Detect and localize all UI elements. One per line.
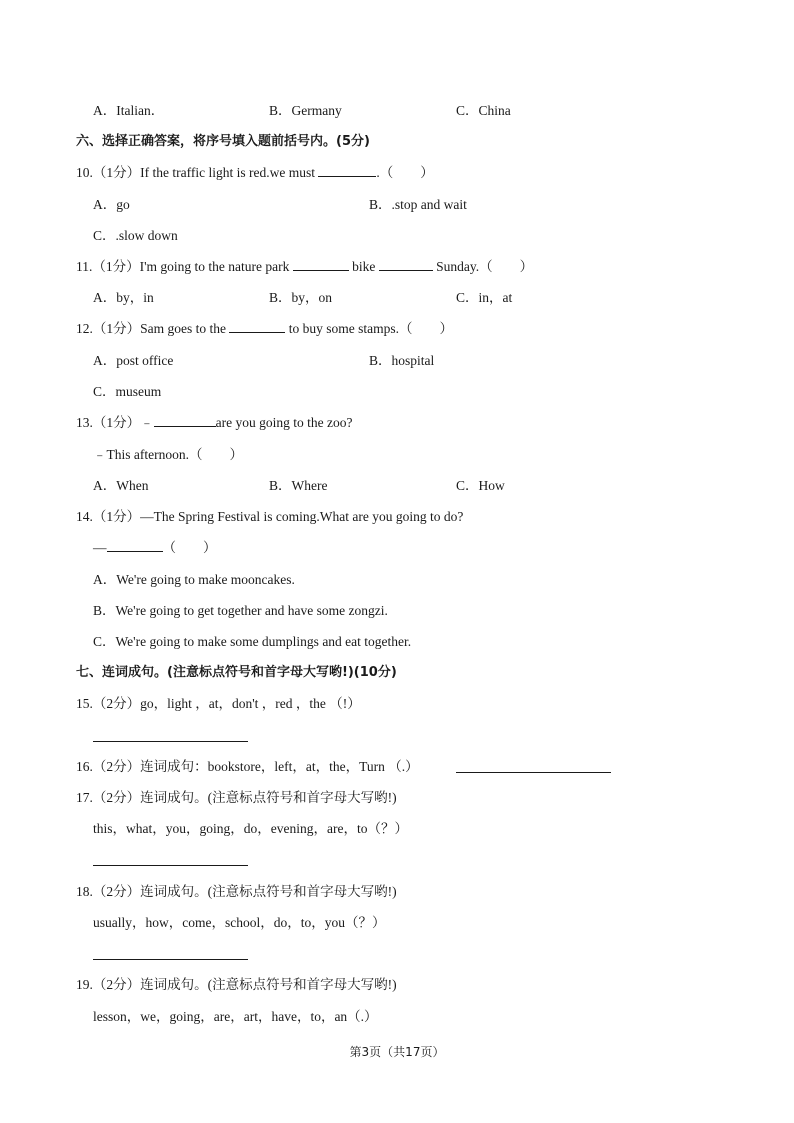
q12-option-c: C．museum [93,384,162,399]
q14-blank [107,539,163,552]
q12-blank [229,320,285,333]
q14-option-a: A．We're going to make mooncakes. [93,572,295,587]
q19-words: lesson，we，going，are，art，have，to，an（.） [93,1009,378,1024]
q16-stem: 16.（2分）连词成句：bookstore，left，at，the，Turn （.） [76,759,419,774]
q10-option-a: A．go [93,197,130,212]
q14-option-b: B．We're going to get together and have some zongzi. [93,603,388,618]
q13-stem: 13.（1分）﹣ are you going to the zoo? [76,415,353,430]
q13-option-c: C．How [456,478,505,493]
section6-title: 六、选择正确答案，将序号填入题前括号内。(5分) [76,134,370,149]
q11-option-b: B．by，on [269,290,333,305]
q9-option-a: A．Italian． [93,103,165,118]
q13-option-b: B．Where [269,478,328,493]
q14-option-c: C．We're going to make some dumplings and eat together. [93,634,412,649]
q15-stem: 15.（2分）go，light ，at，don't ，red ，the （!） [76,696,361,711]
q10-option-c: C．.slow down [93,228,178,243]
q14-stem: 14.（1分）—The Spring Festival is coming.What are you going to do? [76,509,464,524]
q17-stem: 17.（2分）连词成句。(注意标点符号和首字母大写哟!) [76,790,397,805]
section7-title: 七、连词成句。(注意标点符号和首字母大写哟!)(10分) [76,665,397,680]
q18-stem: 18.（2分）连词成句。(注意标点符号和首字母大写哟!) [76,884,397,899]
q9-option-c: C．China [456,103,511,118]
q11-blank-1 [293,258,349,271]
q11-blank-2 [379,258,433,271]
q11-stem: 11.（1分）I'm going to the nature park bike Sunday.（ ） [76,259,534,274]
q12-option-b: B．hospital [369,353,435,368]
q13-option-a: A．When [93,478,149,493]
q17-words: this，what，you，going，do，evening，are，to（？） [93,821,408,836]
q14-line2: — （ ） [93,540,217,555]
q16-answer-line [456,772,611,773]
q15-answer-line [93,741,248,742]
q19-stem: 19.（2分）连词成句。(注意标点符号和首字母大写哟!) [76,977,397,992]
q12-stem: 12.（1分）Sam goes to the to buy some stamps.（ ） [76,321,453,336]
q12-option-a: A．post office [93,353,174,368]
q11-option-c: C．in，at [456,290,513,305]
q10-option-b: B．.stop and wait [369,197,467,212]
q18-answer-line [93,959,248,960]
q17-answer-line [93,865,248,866]
page-footer: 第3页（共17页） [349,1045,445,1059]
q9-option-b: B．Germany [269,103,342,118]
q11-option-a: A．by，in [93,290,154,305]
q18-words: usually，how，come，school，do，to，you（？） [93,915,386,930]
q10-stem: 10.（1分）If the traffic light is red.we must .（ ） [76,165,434,180]
q13-blank [154,414,216,427]
q13-line2: ﹣This afternoon.（ ） [93,447,243,462]
q10-blank [318,164,376,177]
